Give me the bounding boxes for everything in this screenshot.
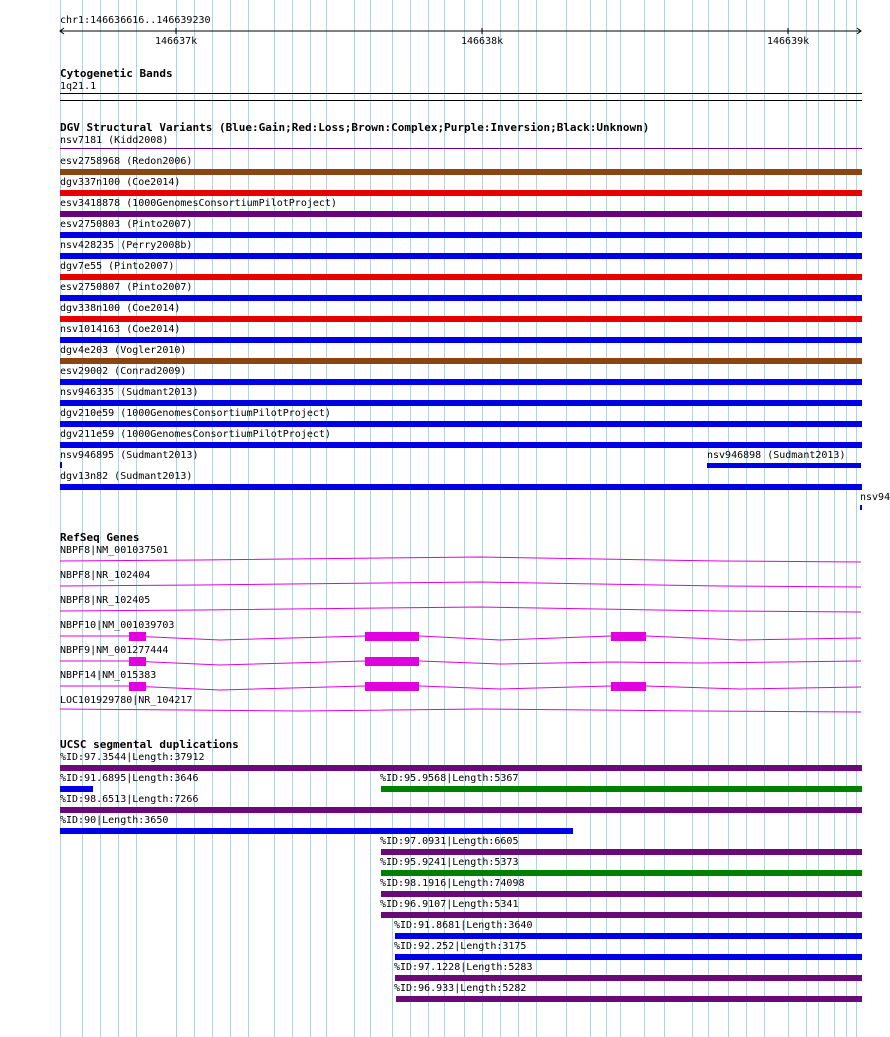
dgv-variant-label: esv2750803 (Pinto2007): [60, 219, 193, 230]
refseq-gene-intron-line[interactable]: [60, 607, 861, 612]
refseq-exon[interactable]: [611, 632, 646, 641]
ruler-tick-label: 146637k: [155, 36, 198, 47]
segdup-label: %ID:97.1228|Length:5283: [394, 962, 533, 973]
dgv-variant-label: nsv428235 (Perry2008b): [60, 240, 193, 251]
ruler-tick-label: 146639k: [767, 36, 810, 47]
segdup-label: %ID:95.9568|Length:5367: [380, 773, 519, 784]
segdup-bar[interactable]: [396, 996, 862, 1002]
cytoband-label: 1q21.1: [60, 81, 97, 92]
segdup-label: %ID:98.6513|Length:7266: [60, 794, 199, 805]
dgv-variant-label: nsv7181 (Kidd2008): [60, 135, 169, 146]
ruler-tick-label: 146638k: [461, 36, 504, 47]
refseq-gene-intron-line[interactable]: [60, 686, 861, 690]
segdup-bar[interactable]: [381, 849, 862, 855]
dgv-variant-label: esv2750807 (Pinto2007): [60, 282, 193, 293]
segdup-label: %ID:96.9107|Length:5341: [380, 899, 519, 910]
refseq-exon[interactable]: [611, 682, 646, 691]
dgv-variant-label: esv29002 (Conrad2009): [60, 366, 187, 377]
segdup-label: %ID:91.8681|Length:3640: [394, 920, 533, 931]
segdup-label: %ID:96.933|Length:5282: [394, 983, 527, 994]
dgv-variant-label: dgv4e203 (Vogler2010): [60, 345, 187, 356]
refseq-exon[interactable]: [365, 682, 419, 691]
dgv-variant-label: dgv7e55 (Pinto2007): [60, 261, 175, 272]
dgv-variant-label: dgv338n100 (Coe2014): [60, 303, 181, 314]
refseq-gene-intron-line[interactable]: [60, 661, 861, 665]
refseq-gene-intron-line[interactable]: [60, 709, 861, 712]
refseq-gene-label: NBPF8|NR_102405: [60, 595, 151, 606]
segdup-label: %ID:95.9241|Length:5373: [380, 857, 519, 868]
dgv-variant-label: dgv211e59 (1000GenomesConsortiumPilotProject): [60, 429, 331, 440]
segdup-label: %ID:91.6895|Length:3646: [60, 773, 199, 784]
dgv-variant-label: dgv337n100 (Coe2014): [60, 177, 181, 188]
segdup-bar[interactable]: [60, 765, 862, 771]
dgv-variant-label: nsv946898 (Sudmant2013): [707, 450, 846, 461]
dgv-variant-label: nsv946335 (Sudmant2013): [60, 387, 199, 398]
segdup-label: %ID:90|Length:3650: [60, 815, 169, 826]
refseq-gene-intron-line[interactable]: [60, 582, 861, 587]
segdup-bar[interactable]: [395, 975, 862, 981]
segdup-bar[interactable]: [395, 933, 862, 939]
segdup-label: %ID:97.3544|Length:37912: [60, 752, 205, 763]
dgv-variant-label: esv2758968 (Redon2006): [60, 156, 193, 167]
dgv-variant-label: esv3418878 (1000GenomesConsortiumPilotProject): [60, 198, 337, 209]
refseq-exon[interactable]: [129, 682, 146, 691]
refseq-gene-intron-line[interactable]: [60, 636, 861, 640]
refseq-gene-intron-line[interactable]: [60, 557, 861, 562]
refseq-gene-label: NBPF8|NM_001037501: [60, 545, 169, 556]
refseq-exon[interactable]: [365, 632, 419, 641]
segdup-track-title: UCSC segmental duplications: [60, 738, 239, 751]
segdup-bar[interactable]: [381, 912, 862, 918]
segdup-bar[interactable]: [60, 828, 573, 834]
refseq-gene-label: NBPF8|NR_102404: [60, 570, 151, 581]
segdup-bar[interactable]: [381, 891, 862, 897]
dgv-track-title: DGV Structural Variants (Blue:Gain;Red:Loss;Brown:Complex;Purple:Inversion;Black:Unknown): [60, 121, 650, 134]
dgv-variant-label: nsv946895 (Sudmant2013): [60, 450, 199, 461]
segdup-bar[interactable]: [395, 954, 862, 960]
dgv-variant-label: nsv94: [860, 492, 890, 503]
refseq-gene-label: NBPF10|NM_001039703: [60, 620, 175, 631]
dgv-variant-label: dgv210e59 (1000GenomesConsortiumPilotProject): [60, 408, 331, 419]
segdup-bar[interactable]: [381, 870, 862, 876]
cytoband-track-title: Cytogenetic Bands: [60, 67, 173, 80]
dgv-variant-label: nsv1014163 (Coe2014): [60, 324, 181, 335]
ruler-range: chr1:146636616..146639230: [60, 15, 211, 26]
segdup-label: %ID:98.1916|Length:74098: [380, 878, 525, 889]
refseq-gene-label: NBPF9|NM_001277444: [60, 645, 169, 656]
refseq-track-title: RefSeq Genes: [60, 531, 140, 544]
refseq-gene-label: LOC101929780|NR_104217: [60, 695, 193, 706]
refseq-exon[interactable]: [365, 657, 419, 666]
refseq-exon[interactable]: [129, 632, 146, 641]
segdup-bar[interactable]: [60, 807, 862, 813]
segdup-label: %ID:97.0931|Length:6605: [380, 836, 519, 847]
segdup-bar[interactable]: [60, 786, 93, 792]
segdup-label: %ID:92.252|Length:3175: [394, 941, 527, 952]
dgv-variant-label: dgv13n82 (Sudmant2013): [60, 471, 193, 482]
refseq-exon[interactable]: [129, 657, 146, 666]
refseq-gene-label: NBPF14|NM_015383: [60, 670, 157, 681]
segdup-bar[interactable]: [381, 786, 862, 792]
